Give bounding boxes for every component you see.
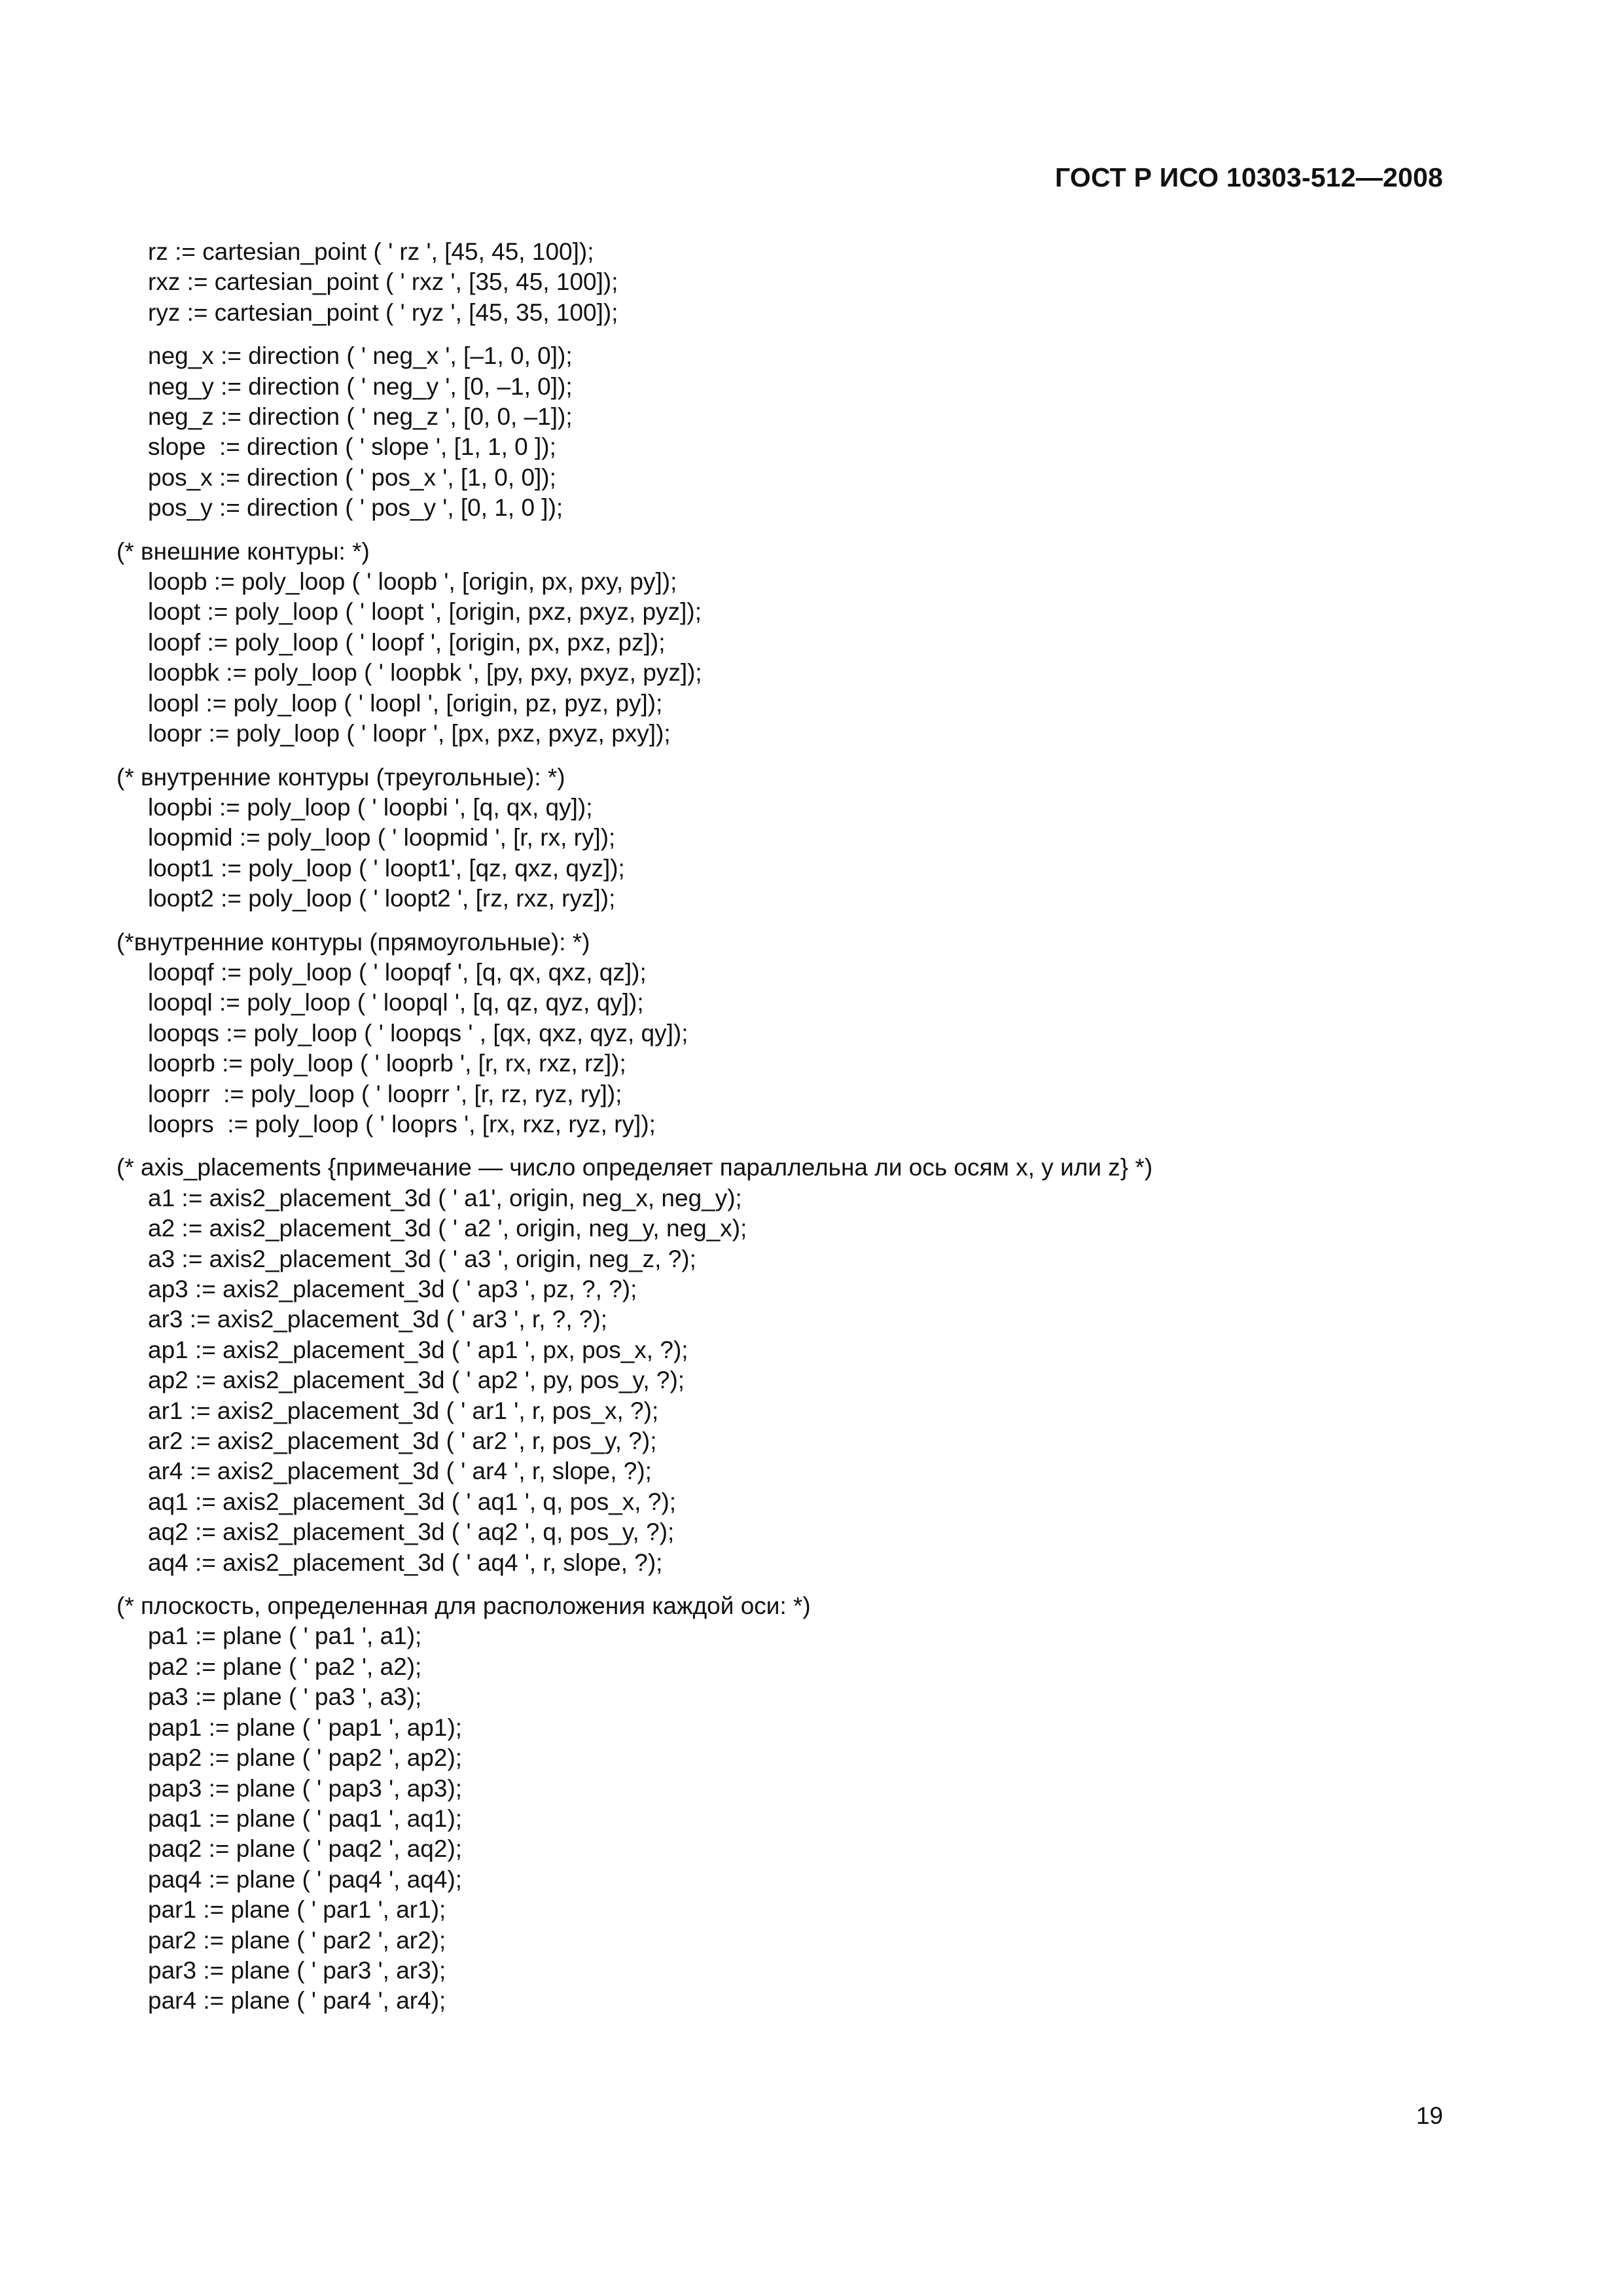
code-line: loopl := poly_loop ( ' loopl ', [origin, pz, pyz, py]); (148, 689, 663, 717)
code-line: par3 := plane ( ' par3 ', ar3); (148, 1956, 446, 1984)
code-line: ar4 := axis2_placement_3d ( ' ar4 ', r, slope, ?); (148, 1458, 652, 1485)
code-line: pap2 := plane ( ' pap2 ', ap2); (148, 1744, 463, 1772)
code-line: pa3 := plane ( ' pa3 ', a3); (148, 1683, 422, 1711)
code-line: loopt := poly_loop ( ' loopt ', [origin, pxz, pxyz, pyz]); (148, 598, 702, 626)
code-line: neg_y := direction ( ' neg_y ', [0, –1, 0]); (148, 372, 573, 400)
code-comment: (* axis_placements {примечание — число определяет параллельна ли ось осям x, y или z} *) (116, 1154, 1153, 1181)
code-line: loopt1 := poly_loop ( ' loopt1', [qz, qxz, qyz]); (148, 854, 625, 882)
code-line: aq2 := axis2_placement_3d ( ' aq2 ', q, pos_y, ?); (148, 1518, 675, 1546)
code-comment: (*внутренние контуры (прямоугольные): *) (116, 928, 590, 956)
code-line: ap2 := axis2_placement_3d ( ' ap2 ', py, pos_y, ?); (148, 1367, 685, 1394)
code-line: pa2 := plane ( ' pa2 ', a2); (148, 1653, 422, 1680)
code-line: par4 := plane ( ' par4 ', ar4); (148, 1987, 446, 2015)
code-line: looprb := poly_loop ( ' looprb ', [r, rx, rxz, rz]); (148, 1050, 626, 1077)
page-number: 19 (1416, 2102, 1443, 2129)
code-block (116, 341, 1425, 523)
code-line: aq1 := axis2_placement_3d ( ' aq1 ', q, pos_x, ?); (148, 1488, 677, 1515)
code-block (116, 762, 1425, 914)
code-block (116, 1591, 1425, 2017)
code-line: ar1 := axis2_placement_3d ( ' ar1 ', r, pos_x, ?); (148, 1397, 659, 1424)
code-line: ap1 := axis2_placement_3d ( ' ap1 ', px, pos_x, ?); (148, 1336, 688, 1363)
code-line: pos_y := direction ( ' pos_y ', [0, 1, 0 ]); (148, 494, 563, 522)
code-line: slope := direction ( ' slope ', [1, 1, 0 ]); (148, 433, 556, 461)
code-line: loopqs := poly_loop ( ' loopqs ' , [qx, qxz, qyz, qy]); (148, 1019, 688, 1047)
code-line: ryz := cartesian_point ( ' ryz ', [45, 35, 100]); (148, 298, 618, 326)
code-line: a3 := axis2_placement_3d ( ' a3 ', origin, neg_z, ?); (148, 1245, 696, 1272)
code-line: rz := cartesian_point ( ' rz ', [45, 45, 100]); (148, 238, 594, 265)
code-block (116, 1153, 1425, 1578)
code-line: pap1 := plane ( ' pap1 ', ap1); (148, 1713, 463, 1741)
code-comment: (* плоскость, определенная для расположения каждой оси: *) (116, 1592, 811, 1620)
code-comment: (* внешние контуры: *) (116, 537, 370, 565)
code-block (116, 237, 1425, 328)
code-line: loopqf := poly_loop ( ' loopqf ', [q, qx, qxz, qz]); (148, 958, 647, 986)
page-header-doc-code: ГОСТ Р ИСО 10303-512—2008 (1055, 162, 1443, 192)
code-block (116, 927, 1425, 1140)
code-line: loopmid := poly_loop ( ' loopmid ', [r, rx, ry]); (148, 824, 616, 852)
code-line: loopb := poly_loop ( ' loopb ', [origin, px, pxy, py]); (148, 568, 677, 596)
code-line: loopbk := poly_loop ( ' loopbk ', [py, pxy, pxyz, pyz]); (148, 659, 702, 687)
code-line: a1 := axis2_placement_3d ( ' a1', origin, neg_x, neg_y); (148, 1184, 742, 1211)
code-line: ap3 := axis2_placement_3d ( ' ap3 ', pz, ?, ?); (148, 1276, 637, 1302)
code-line: neg_z := direction ( ' neg_z ', [0, 0, –1]); (148, 403, 573, 431)
code-line: looprs := poly_loop ( ' looprs ', [rx, rxz, ryz, ry]); (148, 1110, 656, 1138)
code-line: a2 := axis2_placement_3d ( ' a2 ', origin, neg_y, neg_x); (148, 1215, 747, 1242)
code-block (116, 537, 1425, 749)
code-line: paq2 := plane ( ' paq2 ', aq2); (148, 1835, 463, 1863)
code-line: pos_x := direction ( ' pos_x ', [1, 0, 0]); (148, 463, 556, 491)
code-line: loopt2 := poly_loop ( ' loopt2 ', [rz, rxz, ryz]); (148, 885, 616, 912)
code-line: loopql := poly_loop ( ' loopql ', [q, qz, qyz, qy]); (148, 989, 644, 1016)
code-line: paq1 := plane ( ' paq1 ', aq1); (148, 1804, 463, 1832)
code-line: loopr := poly_loop ( ' loopr ', [px, pxz, pxyz, pxy]); (148, 720, 671, 747)
code-line: ar3 := axis2_placement_3d ( ' ar3 ', r, ?, ?); (148, 1306, 608, 1333)
code-line: par1 := plane ( ' par1 ', ar1); (148, 1896, 446, 1924)
code-line: par2 := plane ( ' par2 ', ar2); (148, 1926, 446, 1954)
code-line: neg_x := direction ( ' neg_x ', [–1, 0, 0]); (148, 342, 573, 370)
code-line: pap3 := plane ( ' pap3 ', ap3); (148, 1774, 463, 1802)
code-listing (116, 237, 1425, 2030)
code-line: ar2 := axis2_placement_3d ( ' ar2 ', r, pos_y, ?); (148, 1427, 657, 1455)
code-line: loopbi := poly_loop ( ' loopbi ', [q, qx, qy]); (148, 793, 593, 821)
code-line: aq4 := axis2_placement_3d ( ' aq4 ', r, slope, ?); (148, 1549, 663, 1576)
code-line: pa1 := plane ( ' pa1 ', a1); (148, 1623, 422, 1650)
code-comment: (* внутренние контуры (треугольные): *) (116, 763, 565, 791)
code-line: paq4 := plane ( ' paq4 ', aq4); (148, 1865, 463, 1893)
code-line: looprr := poly_loop ( ' looprr ', [r, rz, ryz, ry]); (148, 1080, 622, 1107)
code-line: loopf := poly_loop ( ' loopf ', [origin, px, pxz, pz]); (148, 628, 666, 656)
code-line: rxz := cartesian_point ( ' rxz ', [35, 45, 100]); (148, 268, 618, 296)
